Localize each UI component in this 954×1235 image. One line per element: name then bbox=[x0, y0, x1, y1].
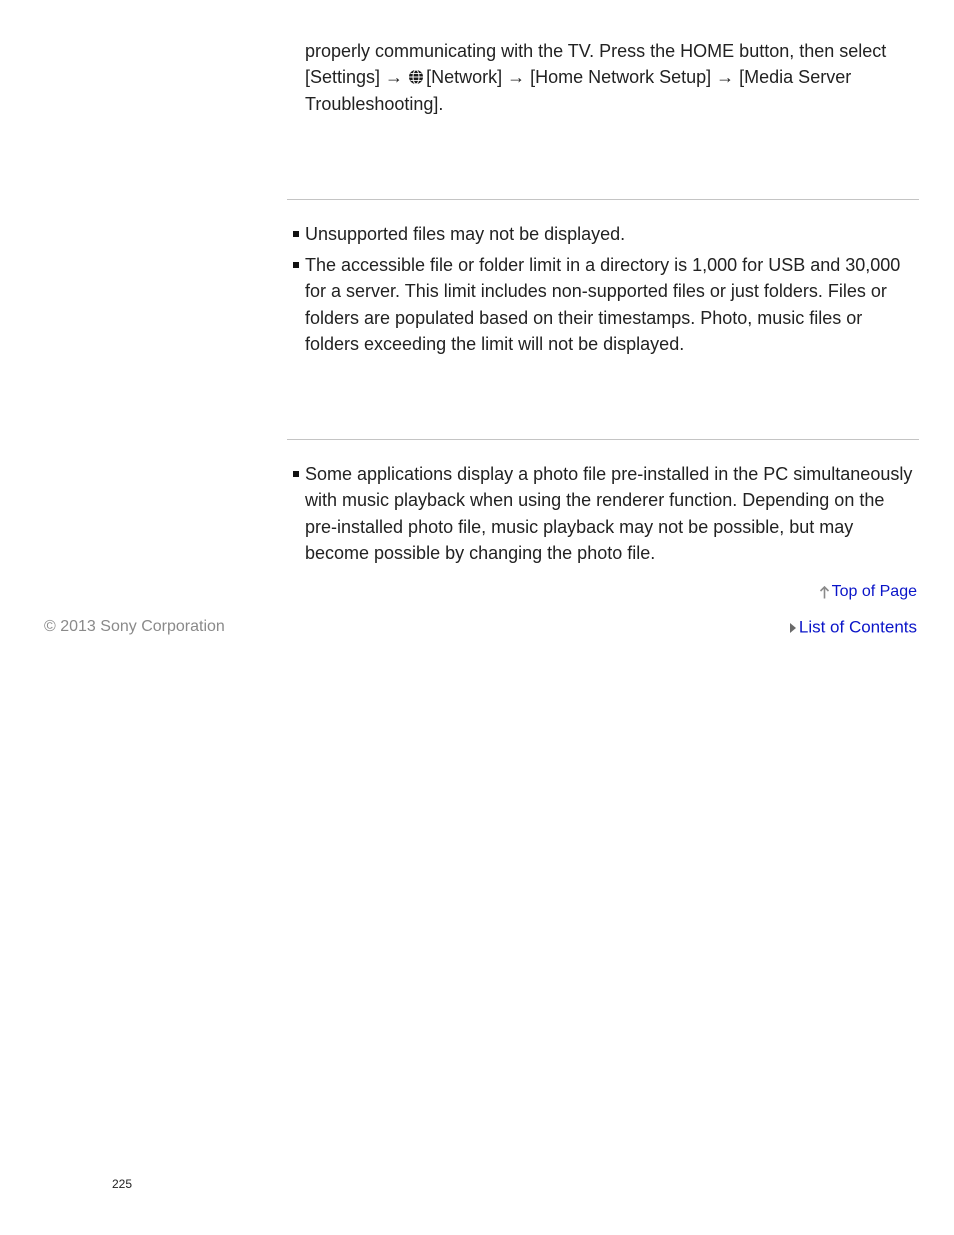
top-of-page-link[interactable] bbox=[819, 583, 917, 601]
globe-icon bbox=[408, 69, 424, 85]
list-of-contents-label: List of Contents bbox=[798, 617, 917, 637]
page-number: 225 bbox=[112, 1177, 133, 1191]
arrow-up-icon bbox=[819, 586, 830, 599]
intro-line-3: Troubleshooting]. bbox=[305, 93, 444, 114]
intro-paragraph bbox=[305, 38, 915, 117]
top-of-page-label: Top of Page bbox=[831, 583, 917, 600]
intro-line-1: properly communicating with the TV. Press the HOME button, then select bbox=[305, 41, 887, 61]
section-divider bbox=[287, 439, 919, 440]
section-divider bbox=[287, 199, 919, 200]
list-item: Unsupported files may not be displayed. bbox=[305, 221, 915, 247]
intro-segment-settings: [Settings] → bbox=[305, 67, 404, 88]
list-of-contents-link[interactable] bbox=[789, 617, 917, 638]
list-item: The accessible file or folder limit in a directory is 1,000 for USB and 30,000 for a server. This limit includes non-supported files or just folders. Files or folders are populated based on their timestamps. Photo, music files or folders exceeding the limit will not be displayed. bbox=[305, 252, 915, 357]
intro-segment-network: [Network] → [Home Network Setup] → [Media Server bbox=[426, 67, 852, 88]
triangle-right-icon bbox=[789, 622, 797, 634]
list-item: Some applications display a photo file pre-installed in the PC simultaneously with music playback when using the renderer function. Depending on the pre-installed photo file, music playback may not be possible, but may become possible by changing the photo file. bbox=[305, 461, 915, 566]
copyright: © 2013 Sony Corporation bbox=[44, 618, 225, 635]
